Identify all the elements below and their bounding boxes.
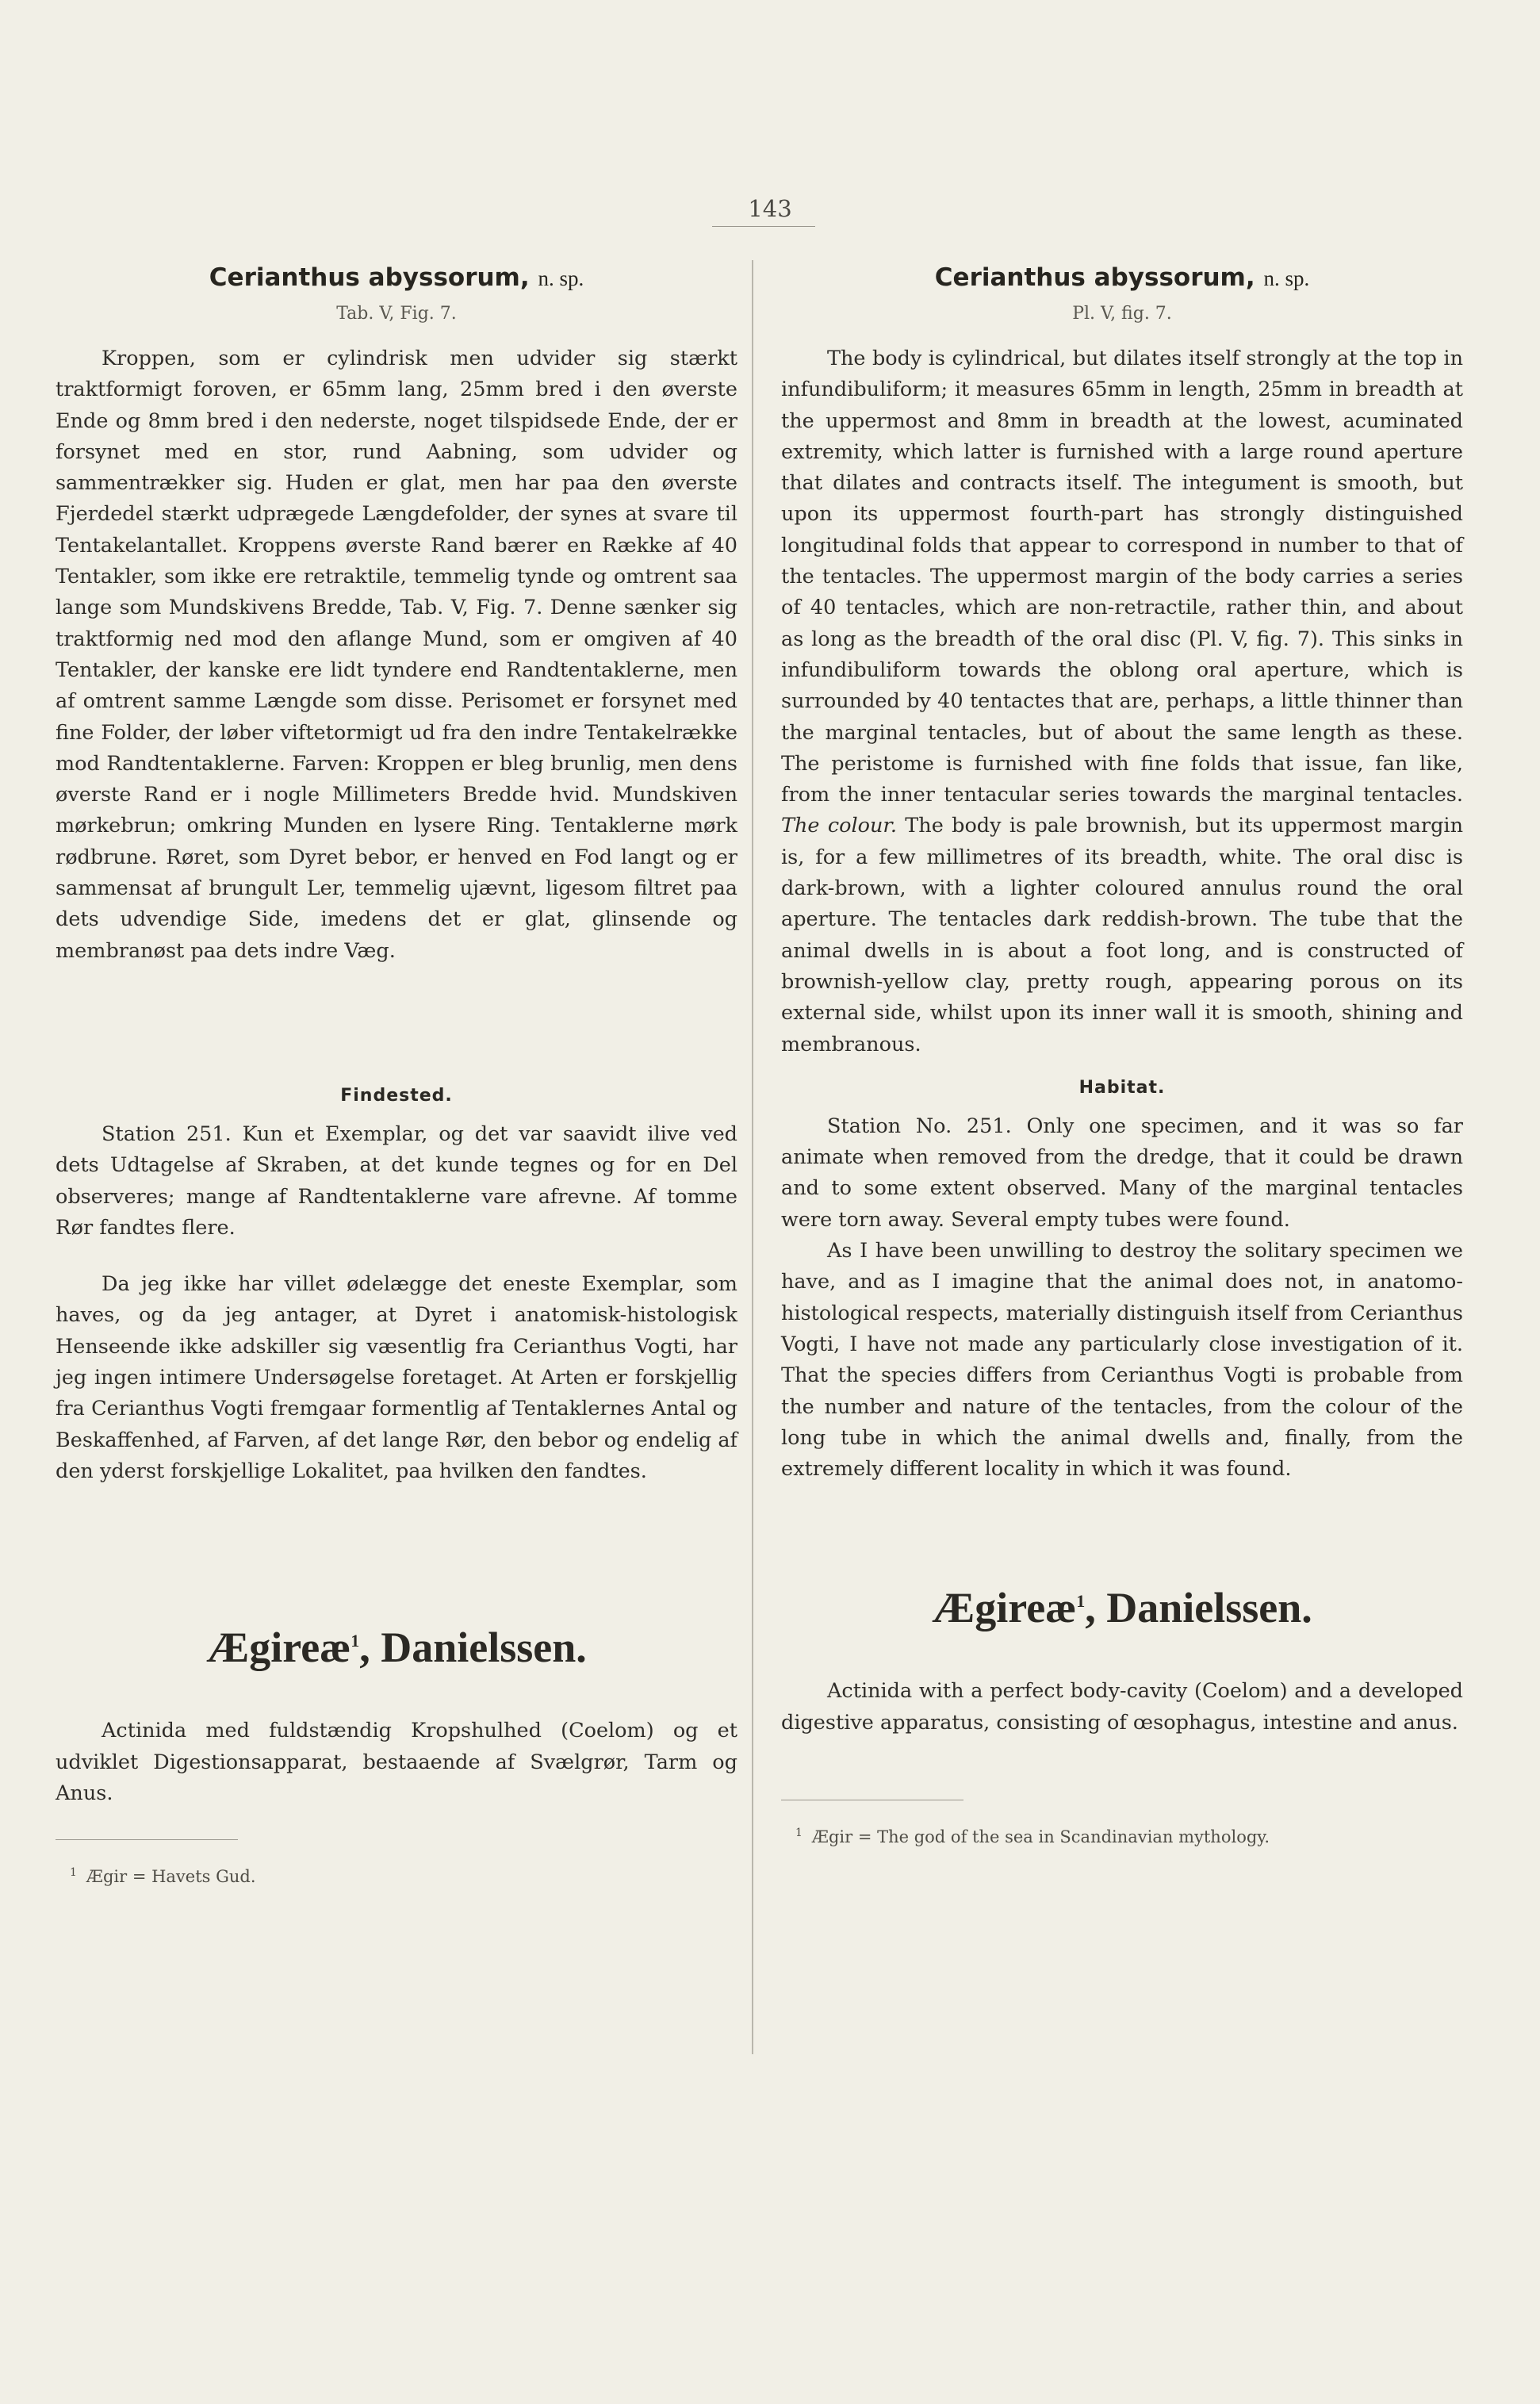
footnote	[56, 1861, 737, 1888]
footnote-text: Ægir = The god of the sea in Scandinavian mythology.	[811, 1827, 1270, 1846]
section-title	[56, 1616, 737, 1673]
footnote	[781, 1821, 1463, 1849]
right-column	[781, 262, 1463, 1849]
habitat-paragraph-2: As I have been unwilling to destroy the solitary specimen we have, and as I imagine that the animal does not, in anatomo-histological respects, materially distinguish itself from Cerianthus Vogti, I have not made any particularly close investigation of it. That the species differs from Cerianthus Vogti is probable from the number and nature of the tentacles, from the colour of the long tube in which the animal dwells and, finally, from the extremely different locality in which it was found.	[781, 1239, 1463, 1482]
section-author: , Danielssen.	[1085, 1584, 1312, 1632]
species-suffix: n. sp.	[1263, 266, 1310, 290]
section-name: Ægireæ	[932, 1584, 1077, 1632]
species-title	[781, 262, 1463, 294]
section-footnote-mark: 1	[1076, 1591, 1086, 1612]
description-text: The body is cylindrical, but dilates itself strongly at the top in infundibuliform; it measures 65mm in length, 25mm in breadth at the uppermost and 8mm in breadth at the lowest, acuminated extremity, which latter is furnished with a large round aperture that dilates and contracts itself. The integument is smooth, but upon its uppermost fourth-part has strongly distinguished longitudinal folds that appear to correspond in number to that of the tentacles. The uppermost margin of the body carries a series of 40 tentacles, which are non-retractile, rather thin, and about as long as the breadth of the oral disc (Pl. V, fig. 7). This sinks in infundibuliform towards the oblong oral aperture, which is surrounded by 40 tentactes that are, perhaps, a little thinner than the marginal tentacles, but of about the same length as these. The peristome is furnished with fine folds that issue, fan like, from the inner tentacular series towards the marginal tentacles.	[781, 347, 1463, 807]
section-title	[781, 1576, 1463, 1633]
species-title	[56, 262, 737, 294]
species-name: Cerianthus abyssorum,	[934, 263, 1255, 292]
page-number: 143	[748, 195, 792, 222]
header-rule	[712, 226, 815, 227]
section-paragraph: Actinida med fuldstændig Kropshulhed (Coelom) og et udviklet Digestionsapparat, bestaaende af Svælgrør, Tarm og Anus.	[56, 1719, 737, 1805]
habitat-heading: Habitat.	[1078, 1077, 1166, 1098]
section-name: Ægireæ	[206, 1624, 351, 1672]
description-paragraph: Kroppen, som er cylindrisk men udvider sig stærkt traktformigt foroven, er 65mm lang, 25mm bred i den øverste Ende og 8mm bred i den nederste, noget tilspidsede Ende, der er forsynet med en stor, rund Aabning, som udvider og sammentrækker sig. Huden er glat, men har paa den øverste Fjerdedel stærkt udprægede Længdefolder, der synes at svare til Tentakelantallet. Kroppens øverste Rand bærer en Række af 40 Tentakler, som ikke ere retraktile, temmelig tynde og omtrent saa lange som Mundskivens Bredde, Tab. V, Fig. 7. Denne sænker sig traktformig ned mod den aflange Mund, som er omgiven af 40 Tentakler, der kanske ere lidt tyndere end Randtentaklerne, men af omtrent samme Længde som disse. Perisomet er forsynet med fine Folder, der løber viftetormigt ud fra den indre Tentakelrække mod Randtentaklerne. Farven: Kroppen er bleg brunlig, men dens øverste Rand er i nogle Millimeters Bredde hvid. Mundskiven mørkebrun; omkring Munden en lysere Ring. Tentaklerne mørk rødbrune. Røret, som Dyret bebor, er henved en Fod langt og er sammensat af brungult Ler, temmelig ujævnt, ligesom filtret paa dets udvendige Side, imedens det er glat, glinsende og membranøst paa dets indre Væg.	[56, 347, 737, 963]
section-paragraph: Actinida with a perfect body-cavity (Coelom) and a developed digestive apparatus, consisting of œsophagus, intestine and anus.	[781, 1679, 1463, 1735]
habitat-paragraph-2: Da jeg ikke har villet ødelægge det eneste Exemplar, som haves, og da jeg antager, at Dyret i anatomisk-histologisk Henseende ikke adskiller sig væsentlig fra Cerianthus Vogti, har jeg ingen intimere Undersøgelse foretaget. At Arten er forskjellig fra Cerianthus Vogti fremgaar formentlig af Tentaklernes Antal og Beskaffenhed, af Farven, af det lange Rør, den bebor og endelig af den yderst forskjellige Lokalitet, paa hvilken den fandtes.	[56, 1272, 737, 1483]
species-name: Cerianthus abyssorum,	[209, 263, 530, 292]
species-suffix: n. sp.	[538, 266, 584, 290]
colour-label: The colour.	[781, 814, 897, 838]
footnote-mark: 1	[70, 1866, 77, 1880]
figure-reference: Pl. V, fig. 7.	[1072, 304, 1172, 324]
footnote-text: Ægir = Havets Gud.	[86, 1867, 256, 1887]
left-column	[56, 262, 737, 1888]
column-divider	[752, 260, 753, 2054]
habitat-paragraph: Station No. 251. Only one specimen, and it was so far animate when removed from the dredge, that it could be drawn and to some extent observed. Many of the marginal tentacles were torn away. Several empty tubes were found.	[781, 1114, 1463, 1232]
figure-reference: Tab. V, Fig. 7.	[336, 304, 457, 324]
footnote-rule	[56, 1839, 238, 1840]
description-paragraph	[781, 343, 1463, 1060]
section-author: , Danielssen.	[359, 1624, 587, 1672]
colour-text: The body is pale brownish, but its uppermost margin is, for a few millimetres of its breadth, white. The oral disc is dark-brown, with a lighter coloured annulus round the oral aperture. The tentacles dark reddish-brown. The tube that the animal dwells in is about a foot long, and is constructed of brownish-yellow clay, pretty rough, appearing porous on its external side, whilst upon its inner wall it is smooth, shining and membranous.	[781, 814, 1463, 1056]
habitat-heading: Findested.	[340, 1085, 453, 1106]
footnote-mark: 1	[795, 1826, 803, 1839]
section-footnote-mark: 1	[351, 1631, 360, 1651]
habitat-paragraph: Station 251. Kun et Exemplar, og det var saavidt ilive ved dets Udtagelse af Skraben, at det kunde tegnes og for en Del observeres; mange af Randtentaklerne vare afrevne. Af tomme Rør fandtes flere.	[56, 1121, 737, 1240]
